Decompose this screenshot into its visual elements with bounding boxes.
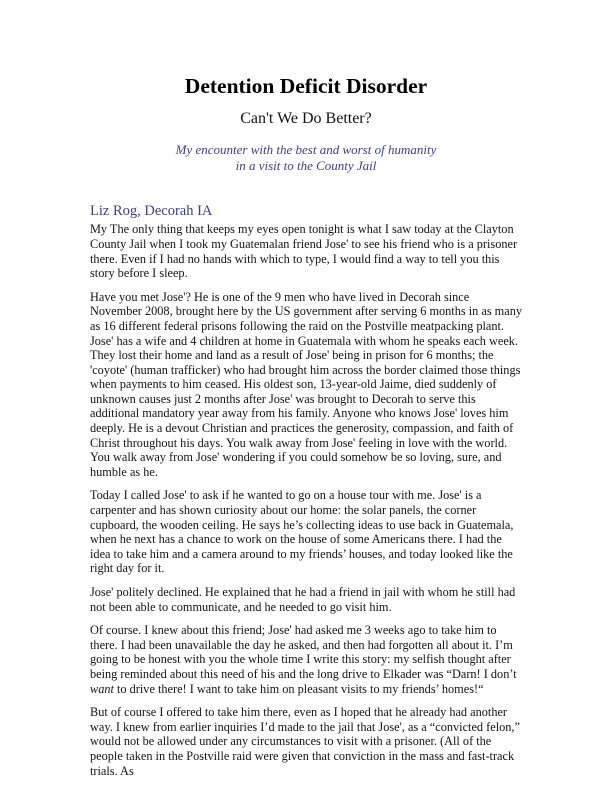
paragraph-3: Today I called Jose' to ask if he wanted to go on a house tour with me. Jose' is a carpenter and has shown curiosity about our home: the solar panels, the corner cupboard, the wooden ceiling. He says he’s collecting ideas to use back in Guatemala, when he next has a chance to work on the house of some Americans there. I had the idea to take him and a camera around to my friends’ houses, and today looked like the right day for it. xyxy=(90,488,514,576)
paragraph-5-text-before: Of course. I knew about this friend; Jose' had asked me 3 weeks ago to take him to there. I had been unavailable the day he asked, and then had forgotten all about it. I’m going to be honest with you the whole time I write this story: my selfish thought after being reminded about this need of his and the long drive to Elkader was “Darn! I don’t xyxy=(90,623,517,681)
paragraph-1: My The only thing that keeps my eyes open tonight is what I saw today at the Clayton County Jail when I took my Guatemalan friend Jose' to see his friend who is a prisoner there. Even if I had no hands with which to type, I would find a way to tell you this story before I sleep. xyxy=(90,222,518,281)
paragraph-5 xyxy=(90,623,522,696)
paragraph-2: Have you met Jose'? He is one of the 9 men who have lived in Decorah since November 2008, brought here by the US government after serving 6 months in as many as 16 different federal prisons following the raid on the Postville meatpacking plant. Jose' has a wife and 4 children at home in Guatemala with whom he speaks each week. They lost their home and land as a result of Jose' being in prison for 6 months; the 'coyote' (human trafficker) who had brought him across the border claimed those things when payments to him ceased. His oldest son, 13-year-old Jaime, died suddenly of unknown causes just 2 months after Jose' was brought to Decorah to serve this additional mandatory year away from his family. Anyone who knows Jose' loves him deeply. He is a devout Christian and practices the generosity, compassion, and faith of Christ throughout his days. You walk away from Jose' feeling in love with the world. You walk away from Jose' wondering if you could somehow be so loving, sure, and humble as he. xyxy=(90,289,523,479)
document-subtitle: Can't We Do Better? xyxy=(240,109,372,127)
author-byline: Liz Rog, Decorah IA xyxy=(90,203,213,220)
document-tagline xyxy=(90,142,522,174)
document-title: Detention Deficit Disorder xyxy=(184,74,428,98)
paragraph-4: Jose' politely declined. He explained that he had a friend in jail with whom he still had not been able to communicate, and he needed to go visit him. xyxy=(90,585,516,614)
tagline-line-2: in a visit to the County Jail xyxy=(235,158,377,174)
paragraph-5-italic-word: want xyxy=(90,681,114,696)
tagline-line-1: My encounter with the best and worst of humanity xyxy=(175,142,437,158)
paragraph-6: But of course I offered to take him there, even as I hoped that he already had another way. I knew from earlier inquiries I’d made to the jail that Jose', as a “convicted felon,” would not be allowed under any circumstances to visit with a prisoner. (All of the people taken in the Postville raid were given that conviction in the mass and fast-track trials. As xyxy=(90,705,520,778)
document-body xyxy=(90,222,522,778)
paragraph-5-text-after: to drive there! I want to take him on pleasant visits to my friends’ homes!“ xyxy=(113,681,484,696)
